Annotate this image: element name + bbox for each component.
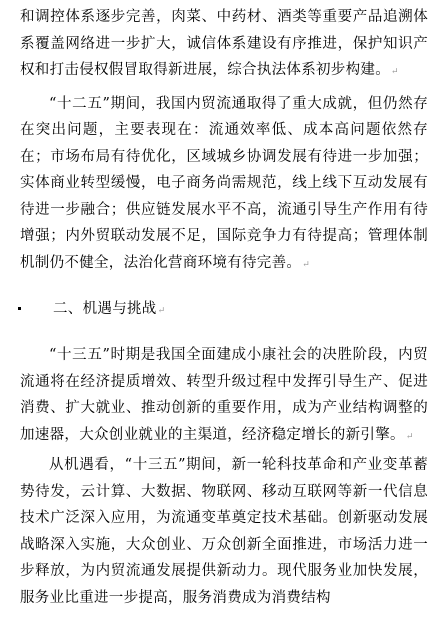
paragraph-problems: [20, 91, 428, 279]
heading-bullet-icon: [18, 307, 21, 310]
section-heading: [20, 296, 428, 324]
paragraph-stage: [20, 342, 428, 450]
paragraph-mark-icon: ↵: [391, 67, 399, 77]
paragraph-mark-icon: ↵: [302, 259, 310, 270]
paragraph-mark-icon: ↵: [157, 306, 166, 316]
paragraph-text: “十二五”期间，我国内贸流通取得了重大成就，但仍然存在突出问题，主要表现在：流通效率低、成本高问题依然存在；市场布局有待优化，区域城乡协调发展有待进一步加强；实体商业转型缓慢，电子商务尚需规范，线上线下互动发展有待进一步融合；供应链发展水平不高，流通引导生产作用有待增强；内外贸联动发展不足，国际竞争力有待提高；管理体制机制仍不健全，法治化营商环境有待完善。: [20, 95, 428, 271]
paragraph-continued: [20, 4, 428, 86]
paragraph-text: 和调控体系逐步完善，肉菜、中药材、酒类等重要产品追溯体系覆盖网络进一步扩大，诚信体系建设有序推进，保护知识产权和打击侵权假冒取得新进展，综合执法体系初步构建。: [20, 9, 428, 78]
paragraph-text: “十三五”时期是我国全面建成小康社会的决胜阶段，内贸流通将在经济提质增效、转型升级过程中发挥引导生产、促进消费、扩大就业、推动创新的重要作用，成为产业结构调整的加速器，大众创业就业的主渠道，经济稳定增长的新引擎。: [20, 347, 428, 443]
paragraph-mark-icon: ↵: [405, 431, 414, 442]
paragraph-text: 从机遇看，“十三五”期间，新一轮科技革命和产业变革蓄势待发，云计算、大数据、物联网、移动互联网等新一代信息技术广泛深入应用，为流通变革奠定技术基础。创新驱动发展战略深入实施，大众创业、万众创新全面推进，市场活力进一步释放，为内贸流通发展提供新动力。现代服务业加快发展，服务业比重进一步提高，服务消费成为消费结构: [20, 457, 428, 606]
paragraph-opportunity: [20, 452, 428, 611]
section-heading-text: 二、机遇与挑战: [53, 301, 157, 317]
